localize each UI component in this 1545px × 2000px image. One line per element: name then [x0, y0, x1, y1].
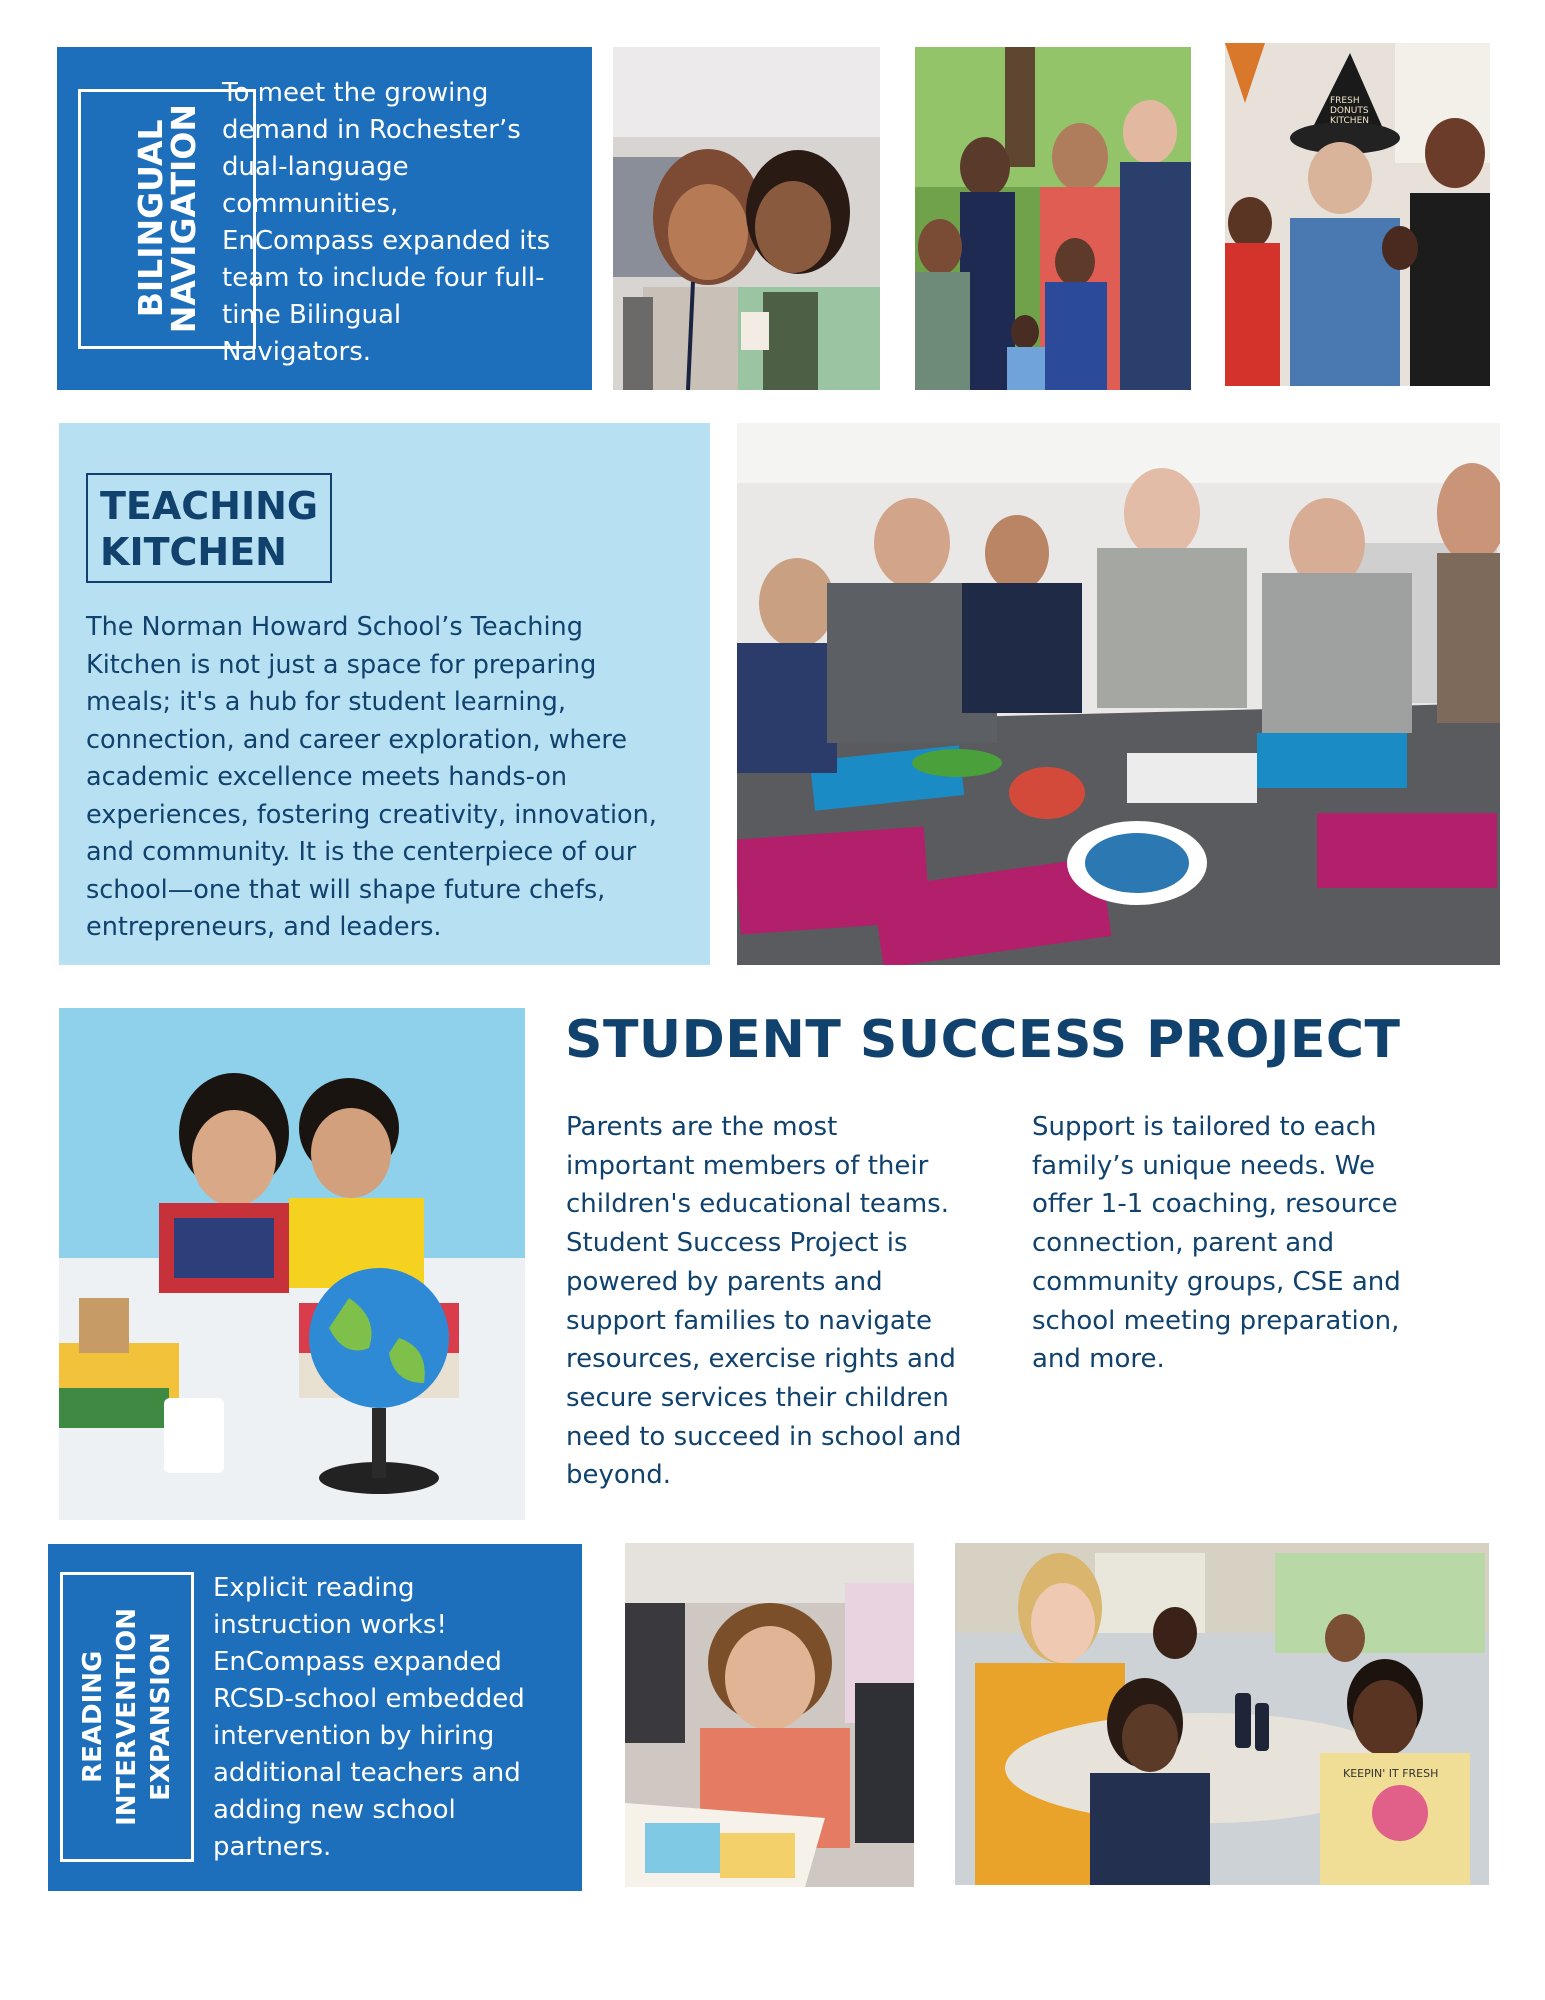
- student-success-project-title: STUDENT SUCCESS PROJECT: [565, 1010, 1401, 1070]
- photo-teaching-kitchen: [737, 423, 1500, 965]
- student-success-col1: Parents are the most important members of their children's educational teams. Student Success Project is powered by parents and support families to navigate resources, exercise rights and secure services their children need to succeed in school and beyond.: [566, 1112, 962, 1491]
- shirt-text: KEEPIN' IT FRESH: [1343, 1767, 1439, 1780]
- student-success-col2: Support is tailored to each family’s unique needs. We offer 1-1 coaching, resource connection, parent and community groups, CSE and school meeting preparation, and more.: [1032, 1112, 1401, 1375]
- photo-girl-reading: [625, 1543, 914, 1887]
- bilingual-navigation-panel: [57, 47, 592, 390]
- bilingual-navigation-body: To meet the growing demand in Rochester’s dual-language communities, EnCompass expanded its team to include four full- time Bilingual Navigators.: [222, 78, 551, 367]
- bilingual-navigation-title: BILINGUAL NAVIGATION: [131, 104, 203, 334]
- photo-two-women: [613, 47, 880, 390]
- reading-intervention-title-frame: [60, 1572, 194, 1862]
- hat-sign-line: KITCHEN: [1330, 116, 1369, 126]
- hat-sign-line: DONUTS: [1330, 106, 1369, 116]
- teaching-kitchen-body: The Norman Howard School’s Teaching Kitchen is not just a space for preparing meals; it's a hub for student learning, connection, and career exploration, where academic excellence meets hands-on experiences, fostering creativity, innovation, and community. It is the centerpiece of our school—one that will shape future chefs, entrepreneurs, and leaders.: [86, 612, 657, 942]
- photo-family-outdoors: [915, 47, 1191, 390]
- teaching-kitchen-panel: [59, 423, 710, 965]
- reading-intervention-title: READING INTERVENTION EXPANSION: [78, 1608, 176, 1826]
- photo-kids-globe: [59, 1008, 525, 1520]
- reading-intervention-panel: [48, 1544, 582, 1891]
- teaching-kitchen-title: TEACHING KITCHEN: [100, 484, 319, 574]
- reading-intervention-body: Explicit reading instruction works! EnCompass expanded RCSD-school embedded intervention by hiring additional teachers and adding new school partners.: [213, 1573, 525, 1862]
- photo-costume-group: [1225, 43, 1490, 386]
- photo-group-table: [955, 1543, 1489, 1885]
- hat-sign-line: FRESH: [1330, 96, 1360, 106]
- teaching-kitchen-title-frame: [86, 473, 332, 583]
